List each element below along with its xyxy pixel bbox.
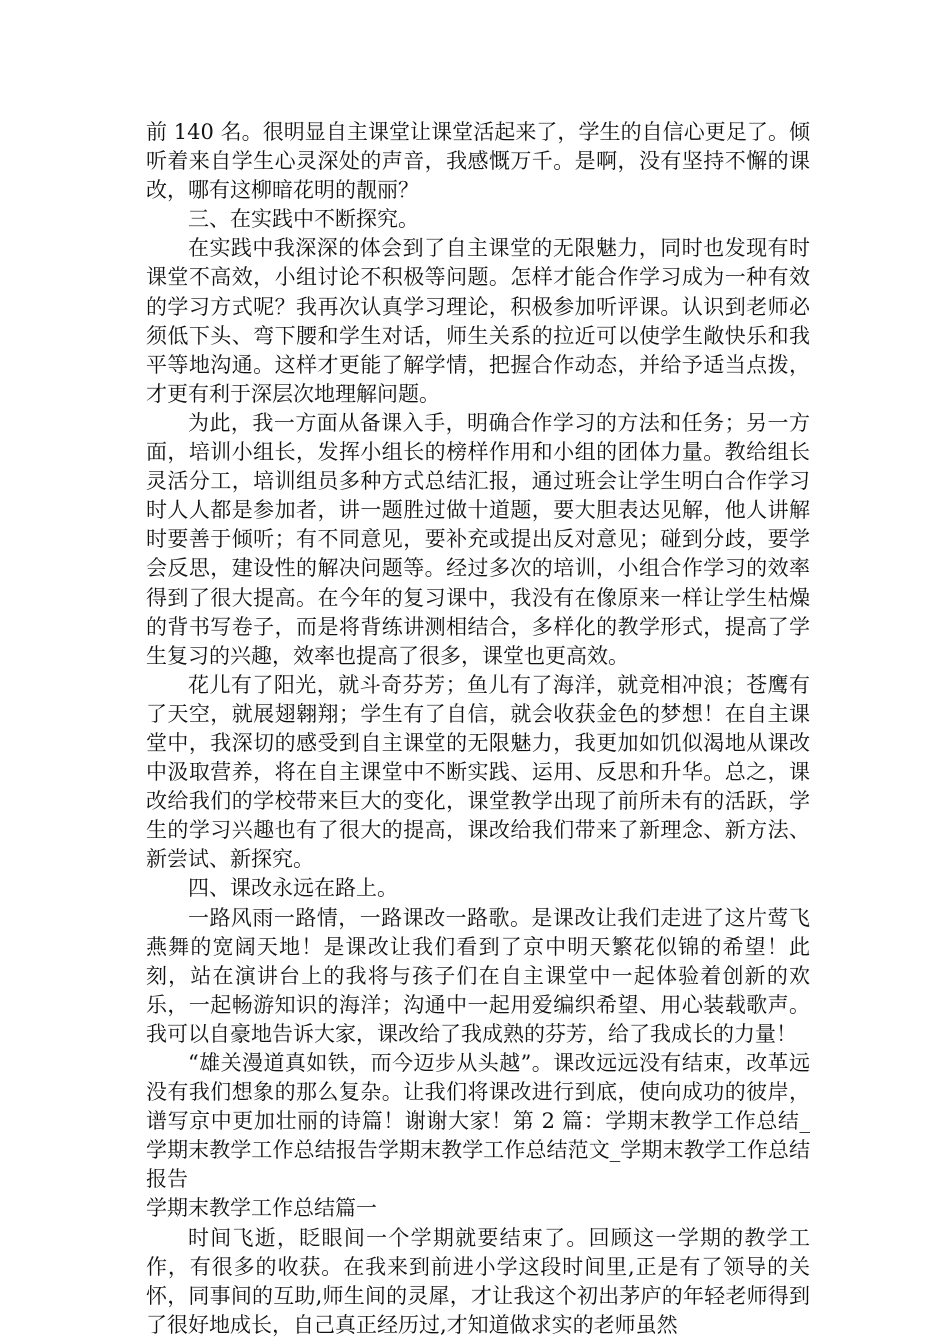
paragraph-journey: 一路风雨一路情，一路课改一路歌。是课改让我们走进了这片莺飞燕舞的宽阔天地！是课改让我们看到了京中明天繁花似锦的希望！此刻，站在演讲台上的我将与孩子们在自主课堂中一起体验着创新的欢乐，一起畅游知识的海洋；沟通中一起用爱编织希望、用心装载歌声。我可以自豪地告诉大家，课改给了我成熟的芬芳，给了我成长的力量！ — [146, 905, 810, 1046]
paragraph-flowers: 花儿有了阳光，就斗奇芬芳；鱼儿有了海洋，就竞相冲浪；苍鹰有了天空，就展翅翱翔；学生有了自信，就会收获金色的梦想！在自主课堂中，我深切的感受到自主课堂的无限魅力，我更加如饥似渴地从课改中汲取营养，将在自主课堂中不断实践、运用、反思和升华。总之，课改给我们的学校带来巨大的变化，课堂教学出现了前所未有的活跃，学生的学习兴趣也有了很大的提高，课改给我们带来了新理念、新方法、新尝试、新探究。 — [146, 672, 810, 872]
paragraph-semester-summary: 时间飞逝，眨眼间一个学期就要结束了。回顾这一学期的教学工作，有很多的收获。在我来到前进小学这段时间里,正是有了领导的关怀，同事间的互助,师生间的灵犀，才让我这个初出茅庐的年轻老师得到了很好地成长，自己真正经历过,才知道做求实的老师虽然 — [146, 1225, 810, 1337]
paragraph-practice: 在实践中我深深的体会到了自主课堂的无限魅力，同时也发现有时课堂不高效，小组讨论不积极等问题。怎样才能合作学习成为一种有效的学习方式呢？我再次认真学习理论，积极参加听评课。认识到老师必须低下头、弯下腰和学生对话，师生关系的拉近可以使学生敞快乐和我平等地沟通。这样才更能了解学情，把握合作动态，并给予适当点拨，才更有利于深层次地理解问题。 — [146, 236, 810, 406]
article-subheading: 学期末教学工作总结篇一 — [146, 1196, 377, 1221]
section-heading-3: 三、在实践中不断探究。 — [188, 207, 419, 232]
paragraph-cooperation: 为此，我一方面从备课入手，明确合作学习的方法和任务；另一方面，培训小组长，发挥小组长的榜样作用和小组的团体力量。教给组长灵活分工，培训组员多种方式总结汇报，通过班会让学生明白合作学习时人人都是参加者，讲一题胜过做十道题，要大胆表达见解，他人讲解时要善于倾听；有不同意见，要补充或提出反对意见；碰到分歧，要学会反思，建设性的解决问题等。经过多次的培训，小组合作学习的效率得到了很大提高。在今年的复习课中，我没有在像原来一样让学生枯燥的背书写卷子，而是将背练讲测相结合，多样化的教学形式，提高了学生复习的兴趣，效率也提高了很多，课堂也更高效。 — [146, 410, 810, 668]
paragraph-closing: “雄关漫道真如铁，而今迈步从头越”。课改远远没有结束，改革远没有我们想象的那么复杂。让我们将课改进行到底，使向成功的彼岸，谱写京中更加壮丽的诗篇！谢谢大家！第 2 篇：学期末教学工作总结_学期末教学工作总结报告学期末教学工作总结范文_学期末教学工作总结报告 — [146, 1051, 810, 1192]
paragraph-continuation: 前 140 名。很明显自主课堂让课堂活起来了，学生的自信心更足了。倾听着来自学生心灵深处的声音，我感慨万千。是啊，没有坚持不懈的课改，哪有这柳暗花明的靓丽？ — [146, 120, 810, 203]
document-body — [146, 118, 810, 1340]
section-heading-4: 四、课改永远在路上。 — [188, 876, 398, 901]
